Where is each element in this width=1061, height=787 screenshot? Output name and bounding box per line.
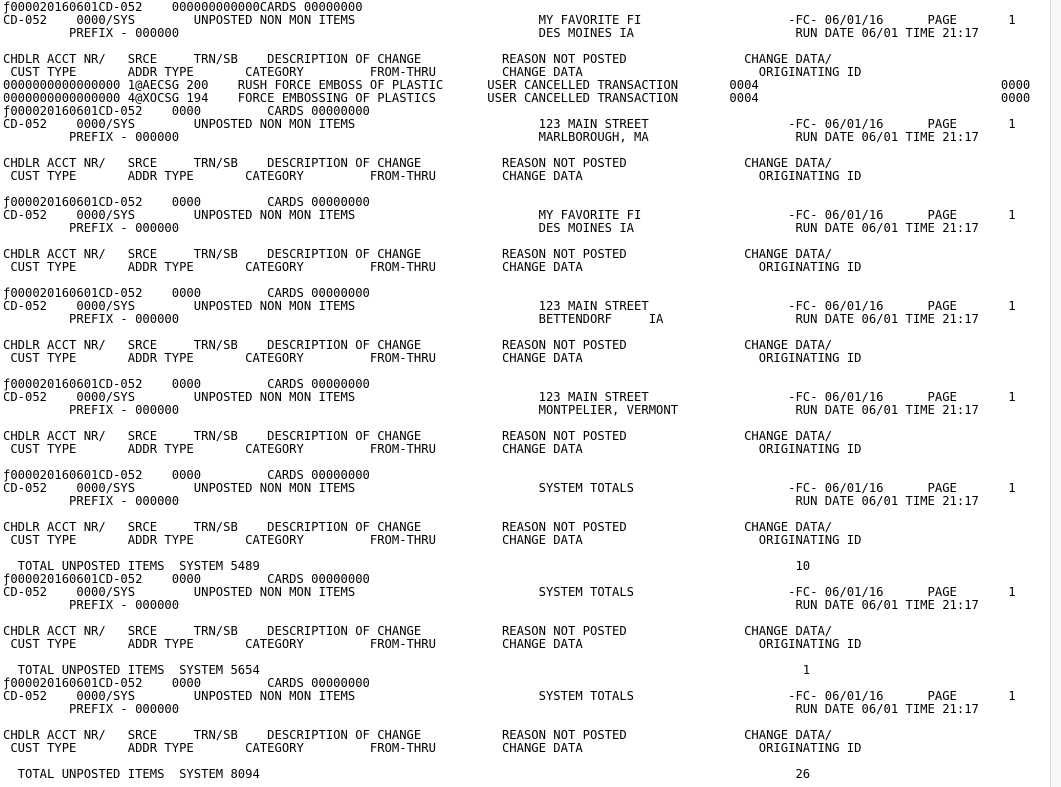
- report-line: CD-052 0000/SYS UNPOSTED NON MON ITEMS MY FAVORITE FI -FC- 06/01/16 PAGE 1: [3, 209, 1016, 222]
- report-line: CD-052 0000/SYS UNPOSTED NON MON ITEMS SYSTEM TOTALS -FC- 06/01/16 PAGE 1: [3, 690, 1016, 703]
- report-line: ƒ000020160601CD-052 0000 CARDS 00000000: [3, 105, 370, 118]
- vertical-scrollbar[interactable]: [1050, 0, 1061, 787]
- report-line: CD-052 0000/SYS UNPOSTED NON MON ITEMS SYSTEM TOTALS -FC- 06/01/16 PAGE 1: [3, 586, 1016, 599]
- report-line: [3, 417, 1049, 430]
- report-line: CUST TYPE ADDR TYPE CATEGORY FROM-THRU CHANGE DATA ORIGINATING ID: [3, 261, 862, 274]
- report-line: CD-052 0000/SYS UNPOSTED NON MON ITEMS MY FAVORITE FI -FC- 06/01/16 PAGE 1: [3, 14, 1016, 27]
- report-line: [3, 365, 1049, 378]
- report-line: PREFIX - 000000 MARLBOROUGH, MA RUN DATE 06/01 TIME 21:17: [3, 131, 979, 144]
- report-line: [3, 274, 1049, 287]
- report-line: CD-052 0000/SYS UNPOSTED NON MON ITEMS 123 MAIN STREET -FC- 06/01/16 PAGE 1: [3, 118, 1016, 131]
- report-line: CUST TYPE ADDR TYPE CATEGORY FROM-THRU CHANGE DATA ORIGINATING ID: [3, 638, 862, 651]
- report-line: ƒ000020160601CD-052 0000 CARDS 00000000: [3, 573, 370, 586]
- report-line: PREFIX - 000000 RUN DATE 06/01 TIME 21:17: [3, 495, 979, 508]
- report-line: PREFIX - 000000 RUN DATE 06/01 TIME 21:17: [3, 599, 979, 612]
- report-line: TOTAL UNPOSTED ITEMS SYSTEM 5654 1: [3, 664, 811, 677]
- report-line: [3, 326, 1049, 339]
- report-line: PREFIX - 000000 DES MOINES IA RUN DATE 06/01 TIME 21:17: [3, 222, 979, 235]
- report-line: CUST TYPE ADDR TYPE CATEGORY FROM-THRU CHANGE DATA ORIGINATING ID: [3, 443, 862, 456]
- report-line: CHDLR ACCT NR/ SRCE TRN/SB DESCRIPTION OF CHANGE REASON NOT POSTED CHANGE DATA/: [3, 521, 833, 534]
- report-line: [3, 651, 1049, 664]
- report-line: CUST TYPE ADDR TYPE CATEGORY FROM-THRU CHANGE DATA ORIGINATING ID: [3, 66, 862, 79]
- report-line: CHDLR ACCT NR/ SRCE TRN/SB DESCRIPTION OF CHANGE REASON NOT POSTED CHANGE DATA/: [3, 248, 833, 261]
- report-line: PREFIX - 000000 DES MOINES IA RUN DATE 06/01 TIME 21:17: [3, 27, 979, 40]
- report-line: PREFIX - 000000 MONTPELIER, VERMONT RUN DATE 06/01 TIME 21:17: [3, 404, 979, 417]
- report-line: CUST TYPE ADDR TYPE CATEGORY FROM-THRU CHANGE DATA ORIGINATING ID: [3, 170, 862, 183]
- report-line: CHDLR ACCT NR/ SRCE TRN/SB DESCRIPTION OF CHANGE REASON NOT POSTED CHANGE DATA/: [3, 625, 833, 638]
- report-line: TOTAL UNPOSTED ITEMS SYSTEM 5489 10: [3, 560, 811, 573]
- report-line: ƒ000020160601CD-052 0000 CARDS 00000000: [3, 677, 370, 690]
- report-line: ƒ000020160601CD-052 0000 CARDS 00000000: [3, 469, 370, 482]
- report-line: [3, 508, 1049, 521]
- report-line: CD-052 0000/SYS UNPOSTED NON MON ITEMS 123 MAIN STREET -FC- 06/01/16 PAGE 1: [3, 300, 1016, 313]
- report-line: CHDLR ACCT NR/ SRCE TRN/SB DESCRIPTION OF CHANGE REASON NOT POSTED CHANGE DATA/: [3, 430, 833, 443]
- report-line: [3, 612, 1049, 625]
- report-line: ƒ000020160601CD-052 000000000000CARDS 00000000: [3, 1, 363, 14]
- report-line: CHDLR ACCT NR/ SRCE TRN/SB DESCRIPTION OF CHANGE REASON NOT POSTED CHANGE DATA/: [3, 339, 833, 352]
- report-text-area[interactable]: [3, 1, 1049, 786]
- report-line: [3, 144, 1049, 157]
- report-line: CD-052 0000/SYS UNPOSTED NON MON ITEMS SYSTEM TOTALS -FC- 06/01/16 PAGE 1: [3, 482, 1016, 495]
- report-line: CHDLR ACCT NR/ SRCE TRN/SB DESCRIPTION OF CHANGE REASON NOT POSTED CHANGE DATA/: [3, 729, 833, 742]
- report-line: [3, 235, 1049, 248]
- report-line: CUST TYPE ADDR TYPE CATEGORY FROM-THRU CHANGE DATA ORIGINATING ID: [3, 534, 862, 547]
- report-line: [3, 716, 1049, 729]
- report-line: CHDLR ACCT NR/ SRCE TRN/SB DESCRIPTION OF CHANGE REASON NOT POSTED CHANGE DATA/: [3, 157, 833, 170]
- report-line: TOTAL UNPOSTED ITEMS SYSTEM 8094 26: [3, 768, 811, 781]
- report-line: [3, 755, 1049, 768]
- report-line: ƒ000020160601CD-052 0000 CARDS 00000000: [3, 378, 370, 391]
- report-line: 0000000000000000 4@XOCSG 194 FORCE EMBOSSING OF PLASTICS USER CANCELLED TRANSACTION 0004 0000: [3, 92, 1031, 105]
- report-line: PREFIX - 000000 BETTENDORF IA RUN DATE 06/01 TIME 21:17: [3, 313, 979, 326]
- report-line: 0000000000000000 1@AECSG 200 RUSH FORCE EMBOSS OF PLASTIC USER CANCELLED TRANSACTION 0004 0000: [3, 79, 1031, 92]
- report-line: ƒ000020160601CD-052 0000 CARDS 00000000: [3, 287, 370, 300]
- report-line: PREFIX - 000000 RUN DATE 06/01 TIME 21:17: [3, 703, 979, 716]
- report-line: ƒ000020160601CD-052 0000 CARDS 00000000: [3, 196, 370, 209]
- report-line: [3, 183, 1049, 196]
- report-line: [3, 456, 1049, 469]
- report-line: CUST TYPE ADDR TYPE CATEGORY FROM-THRU CHANGE DATA ORIGINATING ID: [3, 742, 862, 755]
- report-line: CHDLR ACCT NR/ SRCE TRN/SB DESCRIPTION OF CHANGE REASON NOT POSTED CHANGE DATA/: [3, 53, 833, 66]
- report-line: [3, 40, 1049, 53]
- report-line: CUST TYPE ADDR TYPE CATEGORY FROM-THRU CHANGE DATA ORIGINATING ID: [3, 352, 862, 365]
- report-line: [3, 547, 1049, 560]
- report-line: CD-052 0000/SYS UNPOSTED NON MON ITEMS 123 MAIN STREET -FC- 06/01/16 PAGE 1: [3, 391, 1016, 404]
